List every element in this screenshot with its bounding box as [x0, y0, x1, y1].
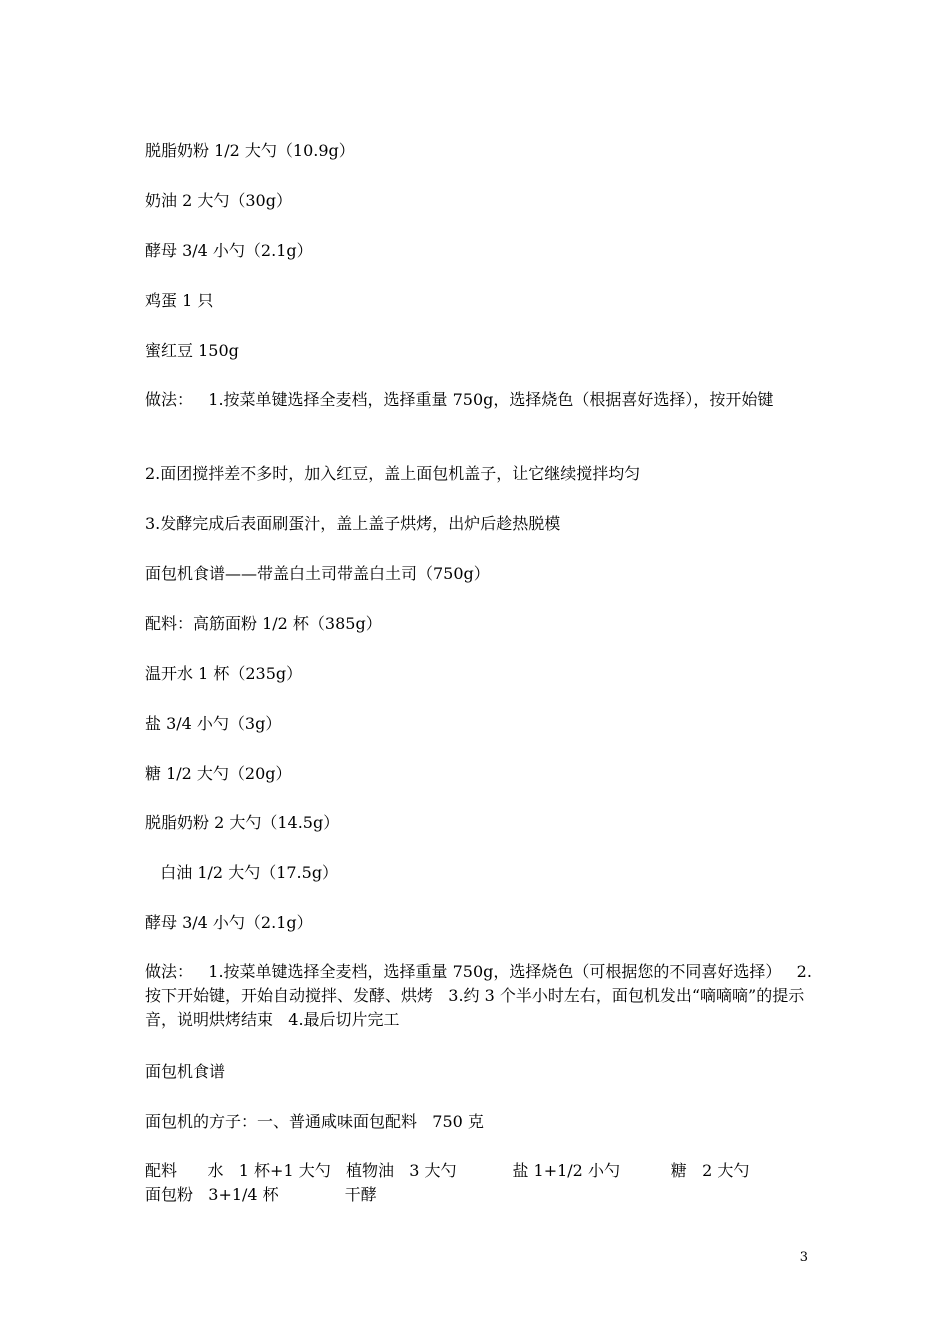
paragraph: 酵母 3/4 小勺（2.1g）: [145, 241, 313, 260]
paragraph: 蜜红豆 150g: [145, 341, 239, 360]
paragraph: 白油 1/2 大勺（17.5g）: [145, 863, 339, 882]
paragraph: 配料 水 1 杯+1 大勺 植物油 3 大勺 盐 1+1/2 小勺 糖 2 大勺 面包粉 3+1/4 杯 干酵: [145, 1161, 841, 1204]
paragraph: 做法： 1.按菜单键选择全麦档，选择重量 750g，选择烧色（根据喜好选择），按开始键: [145, 390, 774, 409]
paragraph: 2.面团搅拌差不多时，加入红豆，盖上面包机盖子，让它继续搅拌均匀: [145, 464, 641, 483]
paragraph: 做法： 1.按菜单键选择全麦档，选择重量 750g，选择烧色（可根据您的不同喜好选择） 2.按下开始键，开始自动搅拌、发酵、烘烤 3.约 3 个半小时左右，面包机发出“嘀嘀嘀”的提示音，说明烘烤结束 4.最后切片完工: [145, 962, 812, 1029]
paragraph: 3.发酵完成后表面刷蛋汁，盖上盖子烘烤，出炉后趁热脱模: [145, 514, 561, 533]
section-heading: 面包机食谱: [145, 1062, 226, 1081]
page-number: 3: [799, 1250, 808, 1265]
paragraph: 脱脂奶粉 2 大勺（14.5g）: [145, 813, 340, 832]
paragraph: 配料：高筋面粉 1/2 杯（385g）: [145, 614, 382, 633]
paragraph: 温开水 1 杯（235g）: [145, 664, 303, 683]
paragraph: 面包机的方子：一、普通咸味面包配料 750 克: [145, 1112, 484, 1131]
paragraph: 脱脂奶粉 1/2 大勺（10.9g）: [145, 141, 355, 160]
paragraph: 鸡蛋 1 只: [145, 291, 214, 310]
paragraph: 酵母 3/4 小勺（2.1g）: [145, 913, 313, 932]
paragraph: 盐 3/4 小勺（3g）: [145, 714, 282, 733]
paragraph: 奶油 2 大勺（30g）: [145, 191, 292, 210]
paragraph: 糖 1/2 大勺（20g）: [145, 764, 292, 783]
section-heading: 面包机食谱——带盖白土司带盖白土司（750g）: [145, 564, 490, 583]
